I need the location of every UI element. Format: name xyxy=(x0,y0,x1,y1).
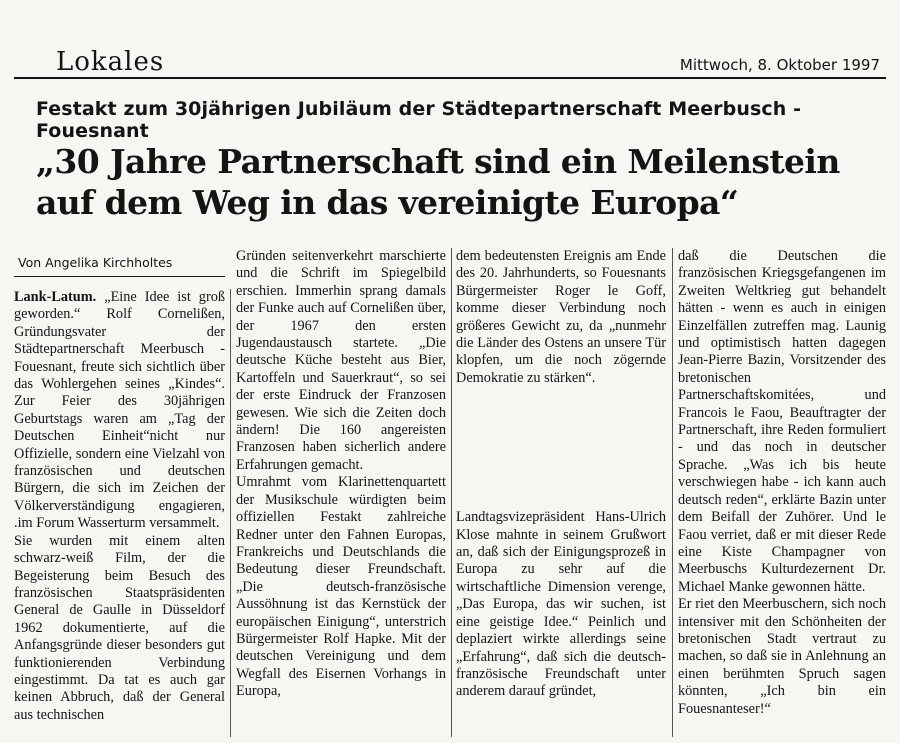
column-1-paragraph-2: Sie wurden mit einem alten schwarz-weiß Film, der die Begeisterung beim Besuch des französischen Staatspräsidenten General de Gaulle in Düsseldorf 1962 dokumentierte, auf die Anfangsgründe dieser besonders gut funktionierenden Verbindung eingestimmt. Da tat es auch gar keinen Abbruch, daß der General aus technischen xyxy=(14,532,225,723)
column-3-paragraph-1: dem bedeutensten Ereignis am Ende des 20. Jahrhunderts, so Fouesnants Bürgermeister Roger le Goff, komme dieser Verbindung noch größeres Gewicht zu, da „nunmehr die Länder des Ostens an unsere Tür klopfen, um die noch zögernde Demokratie zu stärken“. xyxy=(456,248,666,386)
column-2-paragraph-1: Gründen seitenverkehrt marschierte und die Schrift im Spiegelbild erschien. Immerhin sprang damals der Funke auch auf Cornelißen über, der 1967 den ersten Jugendaustausch startete. „Die deutsche Küche besteht aus Bier, Kartoffeln und Sauerkraut“, so sei der erste Eindruck der Franzosen gewesen. Wie sich die Zeiten doch ändern! Die 160 angereisten Franzosen haben sicherlich andere Erfahrungen gemacht. xyxy=(236,248,446,473)
issue-date: Mittwoch, 8. Oktober 1997 xyxy=(679,56,880,74)
article-byline: Von Angelika Kirchholtes xyxy=(18,255,173,270)
article-column-1 xyxy=(14,289,225,724)
column-1-text-1: „Eine Idee ist groß geworden.“ Rolf Cornelißen, Gründungsvater der Städtepartnerschaft Meerbusch - Fouesnant, freute sich sichtlich über das Wohlergehen seines „Kindes“. Zur Feier des 30jährigen Geburtstags waren am „Tag der Deutschen Einheit“nicht nur Offizielle, sondern eine Vielzahl von französischen und deutschen Bürgern, die sich im Zeichen der Völkerverständigung engagieren, .im Forum Wasserturm versammelt. xyxy=(14,289,225,532)
column-3-paragraph-2: Landtagsvizepräsident Hans-Ulrich Klose mahnte in seinem Grußwort an, daß sich der Einigungsprozeß in Europa zu sehr auf die wirtschaftliche Dimension verenge, „Das Europa, das wir suchen, ist eine geistige Idee.“ Peinlich und deplaziert wirkte allerdings seine „Erfahrung“, daß sich die deutsch-französische Freundschaft unter anderem darauf gründet, xyxy=(456,509,666,700)
article-column-4 xyxy=(678,248,886,718)
column-2-paragraph-2: Umrahmt vom Klarinettenquartett der Musikschule würdigten beim offiziellen Festakt zahlreiche Redner unter den Fahnen Europas, Frankreichs und Deutschlands die Bedeutung dieser Freundschaft. „Die deutsch-französische Aussöhnung ist das Kernstück der europäischen Einigung“, unterstrich Bürgermeister Rolf Hapke. Mit der deutschen Vereinigung und dem Wegfall des Eisernen Vorhangs in Europa, xyxy=(236,474,446,700)
section-title: Lokales xyxy=(56,47,165,77)
column-divider xyxy=(230,289,231,737)
column-1-paragraph-1 xyxy=(14,289,225,533)
article-column-2 xyxy=(236,248,446,701)
byline-rule xyxy=(14,276,225,277)
column-divider xyxy=(451,248,452,737)
column-divider xyxy=(672,248,673,737)
dateline: Lank-Latum. xyxy=(14,289,97,305)
header-rule xyxy=(14,77,886,79)
article-column-3 xyxy=(456,248,666,701)
headline-line-1: „30 Jahre Partnerschaft sind ein Meilenstein xyxy=(36,142,840,181)
article-headline xyxy=(36,141,886,223)
headline-line-2: auf dem Weg in das vereinigte Europa“ xyxy=(36,183,739,222)
column-4-paragraph-2: Er riet den Meerbuschern, sich noch intensiver mit den Schönheiten der bretonischen Stadt vertraut zu machen, so daß sie in Anlehnung an einen berühmten Spruch sagen könnten, „Ich bin ein Fouesnanteser!“ xyxy=(678,596,886,717)
article-kicker: Festakt zum 30jährigen Jubiläum der Städtepartnerschaft Meerbusch - Fouesnant xyxy=(36,98,802,142)
column-4-paragraph-1: daß die Deutschen die französischen Kriegsgefangenen im Zweiten Weltkrieg gut behandelt hätten - wenn es auch in einigen Einzelfällen zutreffen mag. Launig und optimistisch hatten dagegen Jean-Pierre Bazin, Vorsitzender des bretonischen Partnerschaftskomitées, und Francois le Faou, Beauftragter der Partnerschaft, ihre Reden formuliert - und das noch in deutscher Sprache. „Was ich bis heute verschwiegen habe - ich kann auch deutsch reden“, erklärte Bazin unter dem Beifall der Zuhörer. Und le Faou verriet, daß er mit dieser Rede eine Kiste Champagner von Meerbuschs Kulturdezernent Dr. Michael Manke gewonnen hätte. xyxy=(678,248,886,595)
